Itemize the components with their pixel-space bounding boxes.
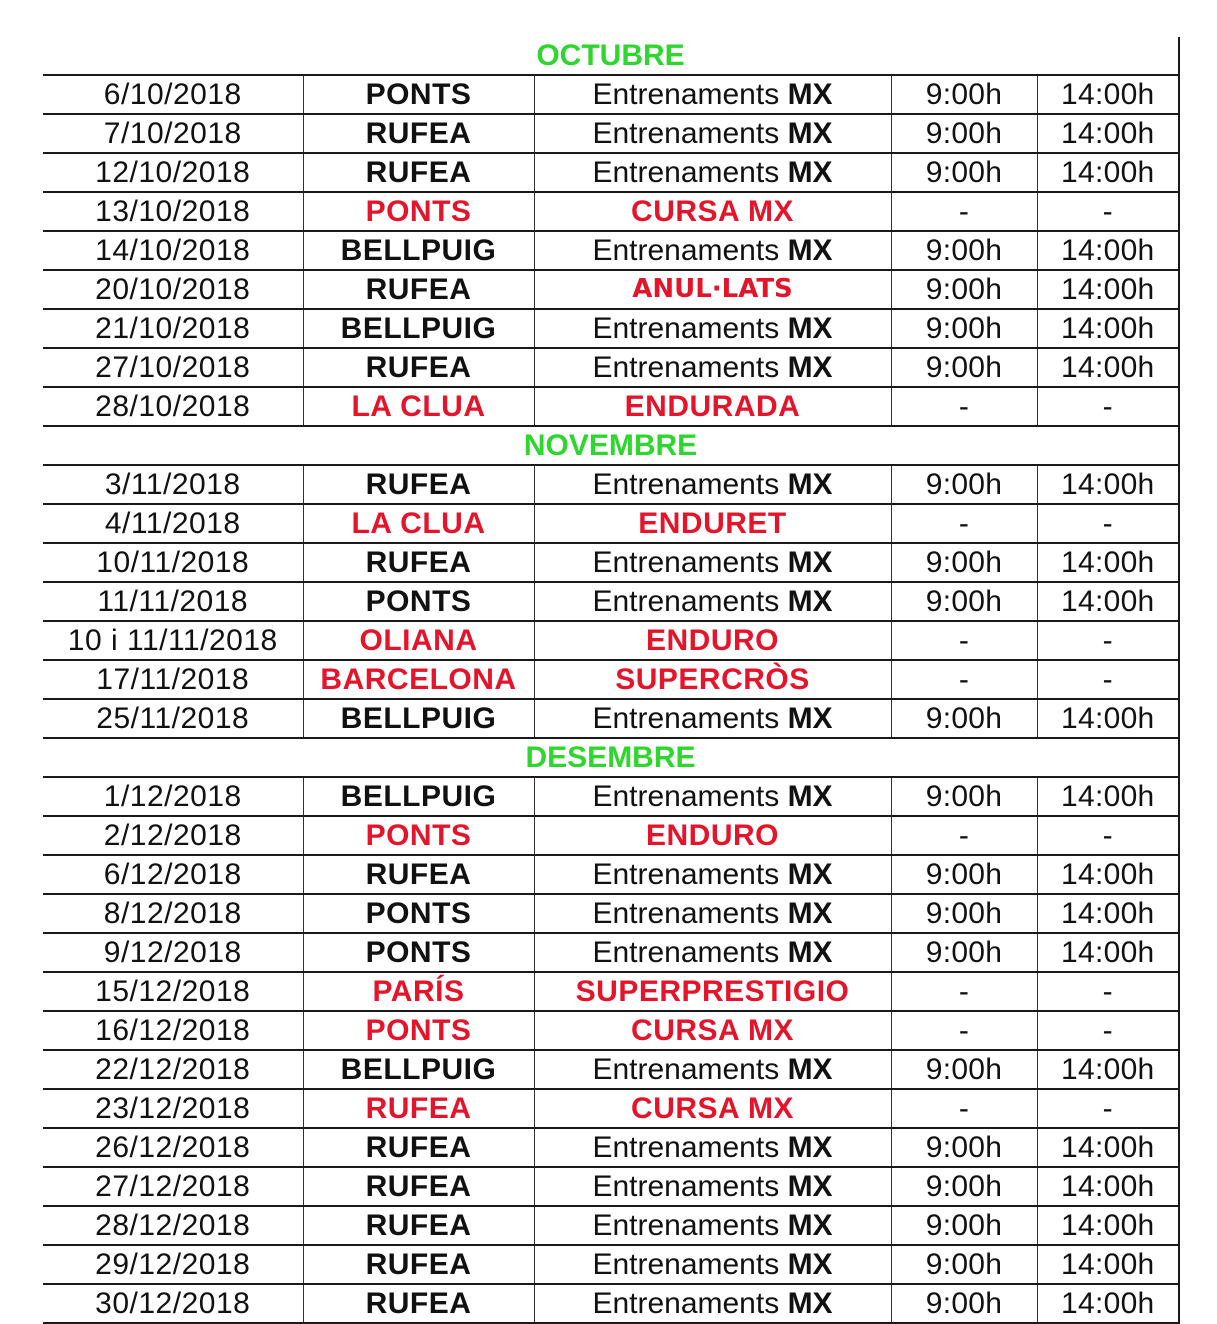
- month-header-row: [43, 37, 1179, 75]
- schedule-row: [43, 543, 1179, 582]
- schedule-row: [43, 582, 1179, 621]
- schedule-row: [43, 75, 1179, 114]
- location-cell: BELLPUIG: [303, 1050, 534, 1089]
- location-cell: OLIANA: [303, 621, 534, 660]
- schedule-row: [43, 153, 1179, 192]
- location-cell: RUFEA: [303, 1128, 534, 1167]
- date-cell: 10/11/2018: [43, 543, 303, 582]
- end-time-cell: 14:00h: [1037, 855, 1179, 894]
- end-time-cell: 14:00h: [1037, 1167, 1179, 1206]
- start-time-cell: -: [891, 504, 1037, 543]
- activity-cell: [534, 1245, 891, 1284]
- date-cell: 12/10/2018: [43, 153, 303, 192]
- activity-label: Entrenaments: [592, 78, 780, 111]
- month-title: DESEMBRE: [43, 738, 1179, 777]
- activity-label: SUPERPRESTIGIO: [575, 975, 850, 1008]
- activity-label: Entrenaments: [592, 1053, 780, 1086]
- activity-label: Entrenaments: [592, 351, 780, 384]
- schedule-row: [43, 1284, 1179, 1323]
- activity-cell: [534, 972, 891, 1011]
- date-cell: 15/12/2018: [43, 972, 303, 1011]
- activity-cell: [534, 543, 891, 582]
- start-time-cell: 9:00h: [891, 1245, 1037, 1284]
- activity-cell: [534, 309, 891, 348]
- end-time-cell: 14:00h: [1037, 1050, 1179, 1089]
- start-time-cell: -: [891, 816, 1037, 855]
- schedule-row: [43, 699, 1179, 738]
- activity-label: Entrenaments: [592, 1131, 780, 1164]
- activity-label: Entrenaments: [592, 702, 780, 735]
- activity-type-label: MX: [787, 351, 833, 384]
- activity-cell: [534, 1206, 891, 1245]
- activity-label: Entrenaments: [592, 1209, 780, 1242]
- location-cell: RUFEA: [303, 1206, 534, 1245]
- start-time-cell: 9:00h: [891, 75, 1037, 114]
- schedule-row: [43, 816, 1179, 855]
- activity-cell: [534, 231, 891, 270]
- schedule-table: [43, 37, 1180, 1324]
- end-time-cell: 14:00h: [1037, 699, 1179, 738]
- location-cell: PONTS: [303, 582, 534, 621]
- end-time-cell: 14:00h: [1037, 933, 1179, 972]
- start-time-cell: 9:00h: [891, 465, 1037, 504]
- month-header-row: [43, 426, 1179, 465]
- date-cell: 28/10/2018: [43, 387, 303, 426]
- date-cell: 20/10/2018: [43, 270, 303, 309]
- activity-type-label: MX: [787, 585, 833, 618]
- start-time-cell: 9:00h: [891, 1284, 1037, 1323]
- location-cell: LA CLUA: [303, 387, 534, 426]
- end-time-cell: -: [1037, 621, 1179, 660]
- schedule-row: [43, 933, 1179, 972]
- location-cell: BARCELONA: [303, 660, 534, 699]
- activity-cell: [534, 816, 891, 855]
- end-time-cell: 14:00h: [1037, 270, 1179, 309]
- schedule-row: [43, 1050, 1179, 1089]
- schedule-row: [43, 114, 1179, 153]
- location-cell: LA CLUA: [303, 504, 534, 543]
- date-cell: 10 i 11/11/2018: [43, 621, 303, 660]
- start-time-cell: -: [891, 1011, 1037, 1050]
- activity-label: SUPERCRÒS: [615, 663, 810, 696]
- location-cell: RUFEA: [303, 855, 534, 894]
- activity-label: ENDURO: [645, 819, 779, 852]
- activity-type-label: MX: [787, 312, 833, 345]
- schedule-row: [43, 465, 1179, 504]
- schedule-row: [43, 972, 1179, 1011]
- start-time-cell: 9:00h: [891, 933, 1037, 972]
- activity-cell: [534, 387, 891, 426]
- end-time-cell: 14:00h: [1037, 309, 1179, 348]
- activity-cell: [534, 777, 891, 816]
- date-cell: 29/12/2018: [43, 1245, 303, 1284]
- schedule-row: [43, 192, 1179, 231]
- schedule-row: [43, 1245, 1179, 1284]
- start-time-cell: 9:00h: [891, 114, 1037, 153]
- activity-cell: [534, 699, 891, 738]
- date-cell: 3/11/2018: [43, 465, 303, 504]
- activity-type-label: MX: [787, 702, 833, 735]
- start-time-cell: 9:00h: [891, 1167, 1037, 1206]
- activity-type-label: MX: [787, 546, 833, 579]
- location-cell: PONTS: [303, 192, 534, 231]
- activity-cell: [534, 1089, 891, 1128]
- schedule-row: [43, 270, 1179, 309]
- activity-type-label: MX: [787, 1053, 833, 1086]
- activity-cell: [534, 621, 891, 660]
- end-time-cell: -: [1037, 972, 1179, 1011]
- start-time-cell: -: [891, 387, 1037, 426]
- activity-cell: [534, 1011, 891, 1050]
- activity-cell: [534, 153, 891, 192]
- start-time-cell: 9:00h: [891, 348, 1037, 387]
- date-cell: 2/12/2018: [43, 816, 303, 855]
- date-cell: 9/12/2018: [43, 933, 303, 972]
- date-cell: 4/11/2018: [43, 504, 303, 543]
- end-time-cell: 14:00h: [1037, 1206, 1179, 1245]
- activity-cell: [534, 1128, 891, 1167]
- date-cell: 1/12/2018: [43, 777, 303, 816]
- end-time-cell: 14:00h: [1037, 465, 1179, 504]
- date-cell: 28/12/2018: [43, 1206, 303, 1245]
- date-cell: 25/11/2018: [43, 699, 303, 738]
- activity-type-label: MX: [787, 234, 833, 267]
- end-time-cell: 14:00h: [1037, 1128, 1179, 1167]
- date-cell: 11/11/2018: [43, 582, 303, 621]
- activity-label: Entrenaments: [592, 1248, 780, 1281]
- location-cell: PONTS: [303, 933, 534, 972]
- location-cell: RUFEA: [303, 1167, 534, 1206]
- start-time-cell: 9:00h: [891, 231, 1037, 270]
- date-cell: 23/12/2018: [43, 1089, 303, 1128]
- date-cell: 17/11/2018: [43, 660, 303, 699]
- activity-cell: [534, 1284, 891, 1323]
- activity-label: Entrenaments: [592, 156, 780, 189]
- location-cell: BELLPUIG: [303, 699, 534, 738]
- date-cell: 16/12/2018: [43, 1011, 303, 1050]
- start-time-cell: 9:00h: [891, 855, 1037, 894]
- start-time-cell: 9:00h: [891, 1050, 1037, 1089]
- location-cell: RUFEA: [303, 1245, 534, 1284]
- activity-cell: [534, 192, 891, 231]
- location-cell: BELLPUIG: [303, 231, 534, 270]
- end-time-cell: -: [1037, 660, 1179, 699]
- end-time-cell: 14:00h: [1037, 1284, 1179, 1323]
- activity-type-label: MX: [787, 1209, 833, 1242]
- start-time-cell: -: [891, 972, 1037, 1011]
- start-time-cell: 9:00h: [891, 309, 1037, 348]
- end-time-cell: 14:00h: [1037, 231, 1179, 270]
- activity-label: Entrenaments: [592, 1170, 780, 1203]
- activity-cell: [534, 270, 891, 309]
- date-cell: 26/12/2018: [43, 1128, 303, 1167]
- activity-label: Entrenaments: [592, 546, 780, 579]
- end-time-cell: -: [1037, 504, 1179, 543]
- location-cell: BELLPUIG: [303, 309, 534, 348]
- date-cell: 30/12/2018: [43, 1284, 303, 1323]
- activity-label: Entrenaments: [592, 117, 780, 150]
- activity-cell: [534, 894, 891, 933]
- location-cell: PONTS: [303, 75, 534, 114]
- location-cell: BELLPUIG: [303, 777, 534, 816]
- date-cell: 8/12/2018: [43, 894, 303, 933]
- activity-label: ENDURADA: [624, 390, 801, 423]
- schedule-row: [43, 1011, 1179, 1050]
- activity-type-label: MX: [787, 468, 833, 501]
- start-time-cell: 9:00h: [891, 894, 1037, 933]
- activity-label: ENDURO: [645, 624, 779, 657]
- activity-cell: [534, 504, 891, 543]
- activity-cell: [534, 855, 891, 894]
- schedule-row: [43, 387, 1179, 426]
- activity-label: Entrenaments: [592, 468, 780, 501]
- date-cell: 22/12/2018: [43, 1050, 303, 1089]
- activity-cell: [534, 582, 891, 621]
- activity-label: CURSA MX: [631, 1014, 794, 1047]
- activity-cell: [534, 660, 891, 699]
- schedule-row: [43, 1128, 1179, 1167]
- start-time-cell: 9:00h: [891, 153, 1037, 192]
- activity-cell: [534, 933, 891, 972]
- schedule-row: [43, 1167, 1179, 1206]
- activity-label: Entrenaments: [592, 858, 780, 891]
- location-cell: RUFEA: [303, 465, 534, 504]
- activity-type-label: MX: [787, 780, 833, 813]
- schedule-body: [43, 37, 1179, 1323]
- schedule-row: [43, 855, 1179, 894]
- end-time-cell: 14:00h: [1037, 894, 1179, 933]
- activity-type-label: MX: [787, 936, 833, 969]
- activity-cell: [534, 75, 891, 114]
- schedule-row: [43, 777, 1179, 816]
- start-time-cell: 9:00h: [891, 699, 1037, 738]
- end-time-cell: 14:00h: [1037, 777, 1179, 816]
- date-cell: 6/12/2018: [43, 855, 303, 894]
- month-title: NOVEMBRE: [43, 426, 1179, 465]
- end-time-cell: -: [1037, 1011, 1179, 1050]
- date-cell: 21/10/2018: [43, 309, 303, 348]
- activity-label: Entrenaments: [592, 1287, 780, 1320]
- activity-type-label: MX: [787, 1131, 833, 1164]
- start-time-cell: 9:00h: [891, 777, 1037, 816]
- date-cell: 13/10/2018: [43, 192, 303, 231]
- activity-cell: [534, 1050, 891, 1089]
- activity-type-label: MX: [787, 1170, 833, 1203]
- activity-label: CURSA MX: [631, 1092, 794, 1125]
- activity-type-label: MX: [787, 156, 833, 189]
- date-cell: 27/12/2018: [43, 1167, 303, 1206]
- activity-label: ANUL·LATS: [632, 274, 793, 304]
- location-cell: RUFEA: [303, 348, 534, 387]
- start-time-cell: -: [891, 192, 1037, 231]
- end-time-cell: 14:00h: [1037, 153, 1179, 192]
- location-cell: PARÍS: [303, 972, 534, 1011]
- activity-type-label: MX: [787, 858, 833, 891]
- activity-type-label: MX: [787, 117, 833, 150]
- activity-label: Entrenaments: [592, 780, 780, 813]
- location-cell: RUFEA: [303, 114, 534, 153]
- location-cell: PONTS: [303, 894, 534, 933]
- schedule-row: [43, 621, 1179, 660]
- end-time-cell: 14:00h: [1037, 1245, 1179, 1284]
- end-time-cell: -: [1037, 387, 1179, 426]
- end-time-cell: 14:00h: [1037, 543, 1179, 582]
- location-cell: RUFEA: [303, 1284, 534, 1323]
- end-time-cell: 14:00h: [1037, 75, 1179, 114]
- schedule-row: [43, 348, 1179, 387]
- month-title: OCTUBRE: [43, 37, 1179, 75]
- end-time-cell: -: [1037, 192, 1179, 231]
- start-time-cell: 9:00h: [891, 1206, 1037, 1245]
- end-time-cell: -: [1037, 816, 1179, 855]
- end-time-cell: -: [1037, 1089, 1179, 1128]
- schedule-row: [43, 660, 1179, 699]
- month-header-row: [43, 738, 1179, 777]
- activity-cell: [534, 348, 891, 387]
- schedule-row: [43, 504, 1179, 543]
- activity-type-label: MX: [787, 1287, 833, 1320]
- location-cell: PONTS: [303, 816, 534, 855]
- activity-label: ENDURET: [638, 507, 787, 540]
- location-cell: RUFEA: [303, 270, 534, 309]
- start-time-cell: 9:00h: [891, 1128, 1037, 1167]
- activity-cell: [534, 114, 891, 153]
- end-time-cell: 14:00h: [1037, 348, 1179, 387]
- activity-cell: [534, 465, 891, 504]
- end-time-cell: 14:00h: [1037, 114, 1179, 153]
- start-time-cell: -: [891, 1089, 1037, 1128]
- end-time-cell: 14:00h: [1037, 582, 1179, 621]
- location-cell: RUFEA: [303, 543, 534, 582]
- activity-label: Entrenaments: [592, 234, 780, 267]
- start-time-cell: 9:00h: [891, 270, 1037, 309]
- activity-label: Entrenaments: [592, 312, 780, 345]
- date-cell: 14/10/2018: [43, 231, 303, 270]
- start-time-cell: 9:00h: [891, 543, 1037, 582]
- location-cell: RUFEA: [303, 153, 534, 192]
- schedule-row: [43, 894, 1179, 933]
- activity-label: Entrenaments: [592, 585, 780, 618]
- activity-type-label: MX: [787, 1248, 833, 1281]
- date-cell: 6/10/2018: [43, 75, 303, 114]
- location-cell: RUFEA: [303, 1089, 534, 1128]
- activity-type-label: MX: [787, 897, 833, 930]
- schedule-row: [43, 1089, 1179, 1128]
- schedule-row: [43, 309, 1179, 348]
- activity-label: CURSA MX: [631, 195, 794, 228]
- start-time-cell: 9:00h: [891, 582, 1037, 621]
- schedule-row: [43, 1206, 1179, 1245]
- date-cell: 27/10/2018: [43, 348, 303, 387]
- activity-label: Entrenaments: [592, 936, 780, 969]
- start-time-cell: -: [891, 621, 1037, 660]
- activity-label: Entrenaments: [592, 897, 780, 930]
- activity-type-label: MX: [787, 78, 833, 111]
- activity-cell: [534, 1167, 891, 1206]
- start-time-cell: -: [891, 660, 1037, 699]
- location-cell: PONTS: [303, 1011, 534, 1050]
- schedule-row: [43, 231, 1179, 270]
- date-cell: 7/10/2018: [43, 114, 303, 153]
